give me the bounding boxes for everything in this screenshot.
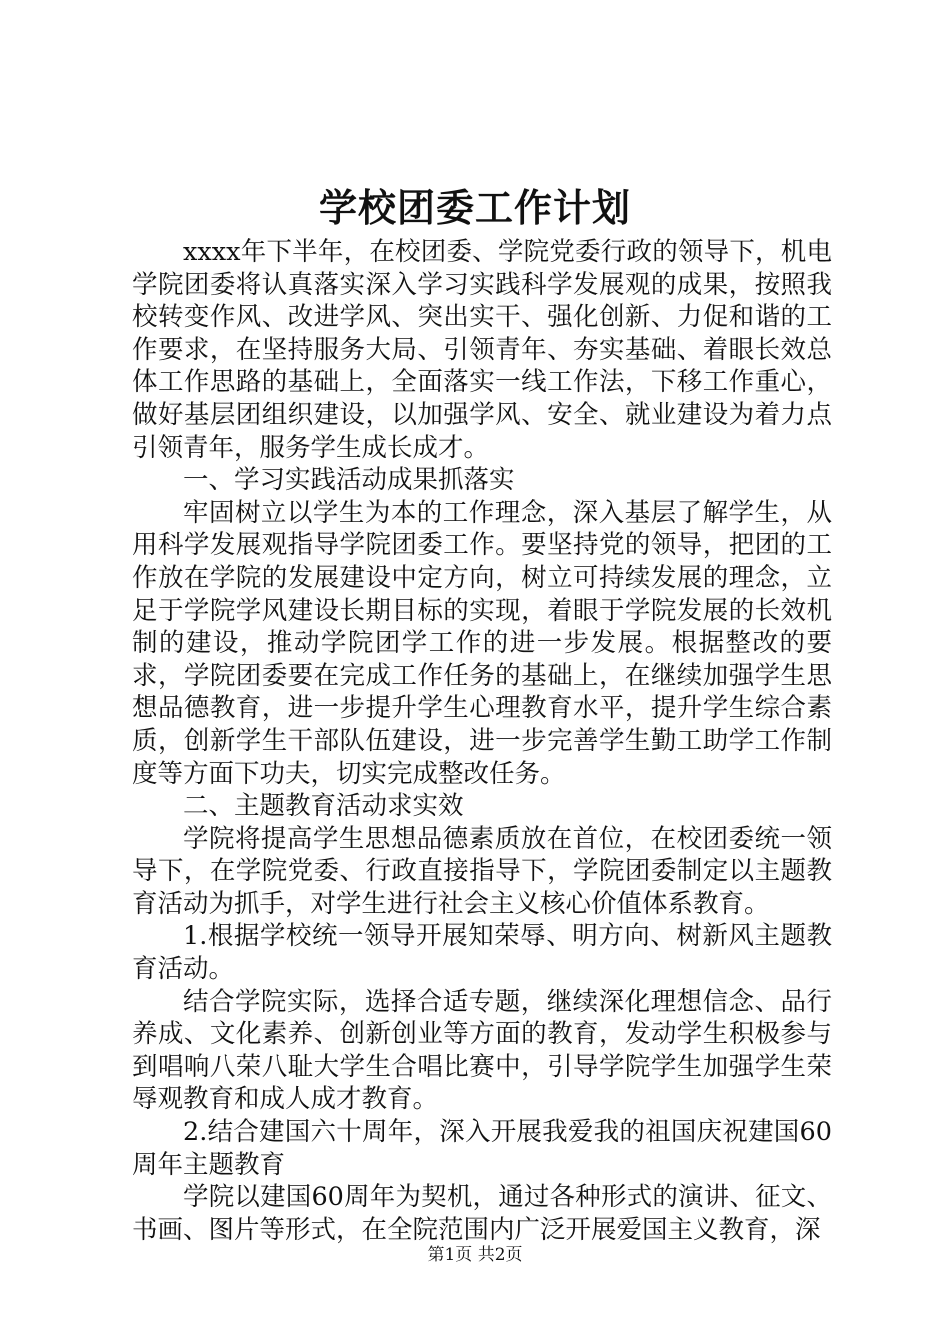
page-footer: 第1页 共2页 (427, 1245, 523, 1265)
paragraph-intro: xxxx年下半年，在校团委、学院党委行政的领导下，机电学院团委将认真落实深入学习实践科学发展观的成果，按照我校转变作风、改进学风、突出实干、强化创新、力促和谐的工作要求，在坚持服务大局、引领青年、夯实基础、着眼长效总体工作思路的基础上，全面落实一线工作法，下移工作重心，做好基层团组织建设，以加强学风、安全、就业建设为着力点引领青年，服务学生成长成才。 (132, 237, 832, 463)
document-body (132, 236, 832, 1246)
section-heading-2: 二、主题教育活动求实效 (183, 791, 464, 822)
list-item-2: 2.结合建国六十周年，深入开展我爱我的祖国庆祝建国60周年主题教育 (132, 1117, 832, 1180)
list-item-1: 1.根据学校统一领导开展知荣辱、明方向、树新风主题教育活动。 (132, 921, 832, 985)
paragraph-section-2: 学院将提高学生思想品德素质放在首位，在校团委统一领导下，在学院党委、行政直接指导下，学院团委制定以主题教育活动为抓手，对学生进行社会主义核心价值体系教育。 (132, 823, 832, 919)
paragraph-item-1: 结合学院实际，选择合适专题，继续深化理想信念、品行养成、文化素养、创新创业等方面的教育，发动学生积极参与到唱响八荣八耻大学生合唱比赛中，引导学院学生加强学生荣辱观教育和成人成才教育。 (132, 986, 832, 1115)
paragraph-section-1: 牢固树立以学生为本的工作理念，深入基层了解学生，从用科学发展观指导学院团委工作。要坚持党的领导，把团的工作放在学院的发展建设中定方向，树立可持续发展的理念，立足于学院学风建设长期目标的实现，着眼于学院发展的长效机制的建设，推动学院团学工作的进一步发展。根据整改的要求，学院团委要在完成工作任务的基础上，在继续加强学生思想品德教育，进一步提升学生心理教育水平，提升学生综合素质，创新学生干部队伍建设，进一步完善学生勤工助学工作制度等方面下功夫，切实完成整改任务。 (132, 497, 832, 789)
section-heading-1: 一、学习实践活动成果抓落实 (183, 465, 515, 496)
paragraph-item-2: 学院以建国60周年为契机，通过各种形式的演讲、征文、书画、图片等形式，在全院范围内广泛开展爱国主义教育，深 (132, 1182, 832, 1245)
document-title: 学校团委工作计划 (318, 185, 631, 230)
